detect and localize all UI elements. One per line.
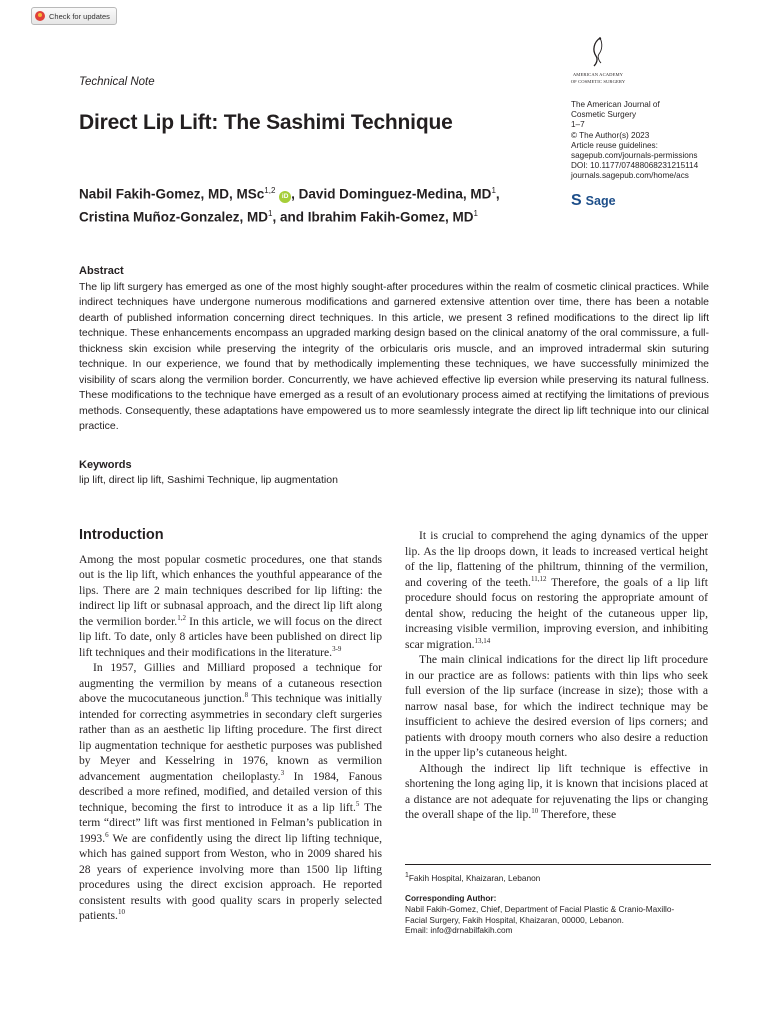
corresponding-heading — [405, 893, 720, 904]
text-run: We are confidently using the direct lip lifting technique, which has gained support from Weston, who in 2009 shared his 28 years of experience involving more than 1500 lip lifting procedures using the direct excision approach. He reported consistent results with good quality scars in properly selected patients. — [79, 831, 382, 922]
reuse-label: Article reuse guidelines: — [571, 140, 658, 150]
abstract-text: The lip lift surgery has emerged as one of the most highly sought-after procedures within the realm of cosmetic clinical practices. While indirect techniques have undergone numerous modifications and garnered extensive attention over time, there has been a notable dearth of published information concerning direct techniques. In this article, we present 3 refined modifications to the direct lip lift technique. These enhancements encompass an upgraded marking design based on the clinical anatomy of the oral commissure, a full-thickness skin excision while preserving the integrity of the orbicularis oris muscle, and an improved intradermal skin suturing technique. In our experience, we found that by methodically implementing these techniques, we have successfully minimized the visibility of scars along the vermilion border. Concurrently, we have achieved effective lip eversion while preserving its natural fullness. These modifications to the technique have emerged as a result of an evolutionary process aimed at rectifying the limitations of previous methods. Consequently, these adaptations have empowered us to more seamlessly integrate the direct lip lift technique into our clinical practice. — [79, 280, 709, 432]
keywords-section — [79, 458, 709, 488]
text-run: Therefore, the goals of a lip lift procedure should focus on restoring the appropriate amount of dental show, reducing the height of the cutaneous upper lip, increasing visible vermilion, improving eversion, and inhibiting scar migration. — [405, 575, 708, 651]
affiliation-sup: 1 — [268, 208, 273, 218]
corresponding-line: Facial Surgery, Fakih Hospital, Khaizaran, 00000, Lebanon. — [405, 914, 624, 925]
text-run: This technique was initially intended for correcting asymmetries in secondary cleft surgeries rather than as an aesthetic lip lifting procedure. The first direct lip augmentation technique for aesthetic purposes was published by Meyer and Kesselring in 1976, known as vermilion advancement augmentation cheiloplasty. — [79, 692, 382, 783]
corresponding-email[interactable]: Email: info@drnabilfakih.com — [405, 925, 513, 936]
text-run: In 1957, Gillies and Milliard proposed a technique for augmenting the vermilion by means of a cutaneous resection above the mucocutaneous junction. — [79, 661, 382, 705]
text-run: Therefore, these — [538, 808, 617, 821]
sage-name: Sage — [585, 194, 616, 208]
citation-ref[interactable]: 8 — [244, 691, 249, 700]
abstract-section — [79, 264, 709, 435]
citation-ref[interactable]: 13,14 — [474, 636, 491, 645]
author-list — [79, 181, 559, 226]
citation-ref[interactable]: 6 — [105, 830, 109, 839]
author-separator: , — [495, 186, 500, 202]
introduction-heading: Introduction — [79, 527, 164, 543]
corresponding-line: Nabil Fakih-Gomez, Chief, Department of Facial Plastic & Cranio-Maxillo- — [405, 903, 675, 914]
affiliation-sup: 1,2 — [264, 186, 276, 195]
check-for-updates-button[interactable] — [31, 7, 117, 25]
keywords-heading: Keywords — [79, 459, 132, 471]
body-paragraph — [79, 660, 382, 924]
corresponding-label: Corresponding Author: — [405, 893, 497, 904]
citation-ref[interactable]: 3 — [280, 768, 285, 777]
citation-ref[interactable]: 10 — [531, 807, 539, 816]
text-run: It is crucial to comprehend the aging dynamics of the upper lip. As the lip droops down, it leads to increased vertical height of the lip, flattening of the philtrum, thinning of the vermilion, and covering of the teeth. — [405, 529, 708, 589]
body-paragraph — [79, 552, 382, 661]
affiliation-sup: 1 — [473, 208, 478, 218]
text-run: The term “direct” lift was first mentioned in Felman’s publication in 1993. — [79, 800, 383, 845]
body-column-right — [405, 528, 708, 823]
author-name: Nabil Fakih-Gomez, MD, MSc — [79, 186, 265, 202]
doi-link[interactable]: DOI: 10.1177/07488068231215114 — [571, 161, 699, 171]
citation-ref[interactable]: 1,2 — [177, 613, 186, 622]
keywords-text: lip lift, direct lip lift, Sashimi Technique, lip augmentation — [79, 474, 338, 486]
body-paragraph — [405, 528, 708, 652]
sage-logo — [571, 192, 616, 210]
aacs-emblem-icon — [588, 36, 608, 70]
orcid-icon[interactable]: iD — [279, 191, 291, 203]
article-title: Direct Lip Lift: The Sashimi Technique — [79, 111, 453, 134]
author-name: Cristina Muñoz-Gonzalez, MD — [79, 209, 268, 224]
affiliation-sup: 1 — [491, 186, 496, 195]
aacs-logo-line2: OF COSMETIC SURGERY — [570, 79, 626, 84]
journal-info — [571, 100, 751, 182]
check-for-updates-label: Check for updates — [49, 11, 110, 21]
citation-ref[interactable]: 5 — [355, 799, 360, 808]
crossmark-icon — [35, 11, 45, 21]
text-run: Although the indirect lip lift technique is effective in shortening the long aging lip, it is known that incisions placed at a distance are not adequate for rejuvenating the lips or changing the overall shape of the lip. — [405, 761, 708, 821]
affiliation-text: Fakih Hospital, Khaizaran, Lebanon — [408, 872, 541, 883]
author-name: , David Dominguez-Medina, MD — [291, 186, 492, 202]
affiliation-sup: 1 — [405, 872, 409, 879]
footnotes — [405, 871, 720, 936]
citation-ref[interactable]: 10 — [117, 908, 125, 917]
article-type-label: Technical Note — [79, 76, 155, 88]
body-column-left — [79, 528, 382, 924]
permissions-link[interactable]: sagepub.com/journals-permissions — [571, 151, 698, 161]
page-range: 1–7 — [571, 120, 585, 130]
aacs-logo — [568, 36, 628, 84]
body-paragraph — [405, 761, 708, 823]
author-name: , and Ibrahim Fakih-Gomez, MD — [272, 209, 474, 224]
affiliation-note — [405, 871, 720, 883]
copyright: © The Author(s) 2023 — [571, 130, 650, 140]
text-run: In this article, we will focus on the direct lip lift. To date, only 8 articles have been published on direct lip lift techniques and their modifications in the literature. — [79, 614, 383, 659]
sage-s-icon: S — [571, 192, 582, 209]
abstract-heading: Abstract — [79, 265, 124, 277]
citation-ref[interactable]: 11,12 — [530, 574, 547, 583]
body-paragraph: The main clinical indications for the direct lip lift procedure in our practice are as follows: patients with thin lips who seek full eversion of the lip surface (increase in size); those with a narrow nasal base, for which the indirect technique may be insufficient to achieve the desired eversion of lips corners; and patients with droopy mouth corners who also desire a reduction in the upper lip’s cutaneous height. — [405, 653, 708, 759]
citation-ref[interactable]: 3-9 — [332, 644, 342, 653]
aacs-logo-line1: AMERICAN ACADEMY — [572, 72, 624, 77]
journal-name-line2: Cosmetic Surgery — [571, 110, 637, 120]
footnote-divider — [405, 864, 711, 865]
journal-name-line1: The American Journal of — [571, 100, 660, 109]
text-run: Among the most popular cosmetic procedures, one that stands out is the lip lift, which enhances the youthful appearance of the lips. There are 2 main techniques described for lip lifting: the indirect lip lift or subnasal approach, and the direct lip lift along the vermilion border. — [79, 552, 382, 628]
journal-home-link[interactable]: journals.sagepub.com/home/acs — [571, 171, 689, 181]
text-run: In 1984, Fanous described a more refined, modified, and detailed version of this technique, becoming the first to introduce it as a lip lift. — [79, 769, 382, 814]
